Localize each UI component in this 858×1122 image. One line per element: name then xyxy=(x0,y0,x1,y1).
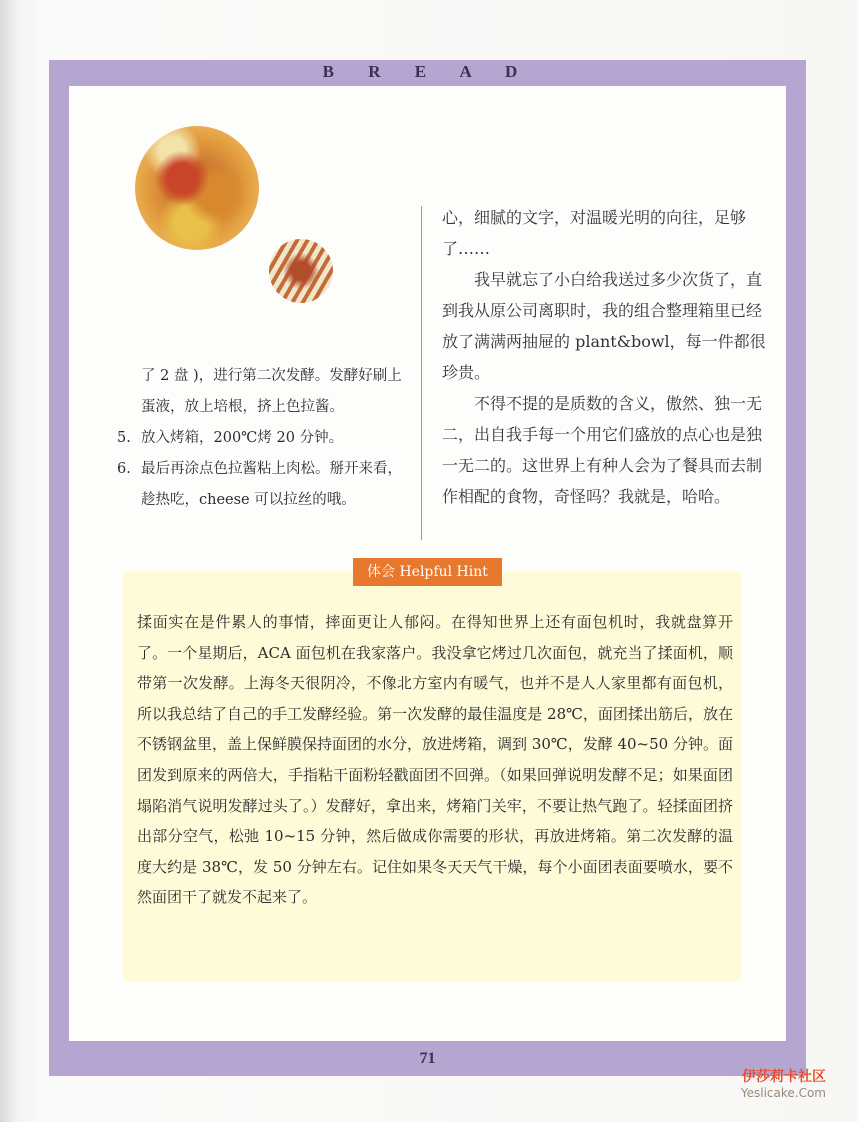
step-item xyxy=(117,454,407,516)
running-header: B R E A D xyxy=(322,62,533,81)
story-column xyxy=(442,202,777,512)
step-text: 放入烤箱，200℃烤 20 分钟。 xyxy=(141,430,344,446)
page-number: 71 xyxy=(419,1050,436,1067)
step-number: 6. xyxy=(117,461,131,477)
helpful-hint-label: 体会 Helpful Hint xyxy=(353,558,502,586)
story-paragraph: 我早就忘了小白给我送过多少次货了，直到我从原公司离职时，我的组合整理箱里已经放了满满两抽屉的 plant&bowl，每一件都很珍贵。 xyxy=(442,270,766,382)
watermark-en: Yeslicake.Com xyxy=(740,1086,826,1100)
site-watermark xyxy=(741,1066,826,1100)
step-continuation: 了 2 盘 )，进行第二次发酵。发酵好刷上蛋液，放上培根，挤上色拉酱。 xyxy=(141,368,402,415)
story-paragraph: 心，细腻的文字，对温暖光明的向往，足够了…… xyxy=(442,208,747,258)
watermark-cn: 伊莎莉卡社区 xyxy=(742,1069,826,1085)
hint-paragraph: 揉面实在是件累人的事情，摔面更让人郁闷。在得知世界上还有面包机时，我就盘算开了。一个星期后，ACA 面包机在我家落户。我没拿它烤过几次面包，就充当了揉面机，顺带第一次发酵。上海冬天很阴冷，不像北方室内有暖气，也并不是人人家里都有面包机，所以我总结了自己的手工发酵经验。第一次发酵的最佳温度是 28℃，面团揉出筋后，放在不锈钢盆里，盖上保鲜膜保持面团的水分，放进烤箱，调到 30℃，发酵 40~50 分钟。面团发到原来的两倍大，手指粘干面粉轻戳面团不回弹。（如果回弹说明发酵不足；如果面团塌陷消气说明发酵过头了。）发酵好，拿出来，烤箱门关牢，不要让热气跑了。轻揉面团挤出部分空气，松弛 10~15 分钟，然后做成你需要的形状，再放进烤箱。第二次发酵的温度大约是 38℃，发 50 分钟左右。记住如果冬天天气干燥，每个小面团表面要喷水，要不然面团干了就发不起来了。 xyxy=(137,613,733,907)
bread-photo-small xyxy=(269,239,333,303)
recipe-steps-column xyxy=(117,361,407,516)
step-number: 5. xyxy=(117,430,131,446)
page-frame xyxy=(49,60,806,1076)
page-content xyxy=(69,86,786,1041)
step-item xyxy=(117,423,407,454)
helpful-hint-text xyxy=(137,607,733,913)
column-divider xyxy=(421,206,422,540)
step-text: 最后再涂点色拉酱粘上肉松。掰开来看，趁热吃，cheese 可以拉丝的哦。 xyxy=(141,461,402,508)
bread-photo-large xyxy=(135,126,259,250)
story-paragraph: 不得不提的是质数的含义，傲然、独一无二，出自我手每一个用它们盛放的点心也是独一无二的。这世界上有种人会为了餐具而去制作相配的食物，奇怪吗？我就是，哈哈。 xyxy=(442,394,763,506)
step-list xyxy=(117,423,407,516)
